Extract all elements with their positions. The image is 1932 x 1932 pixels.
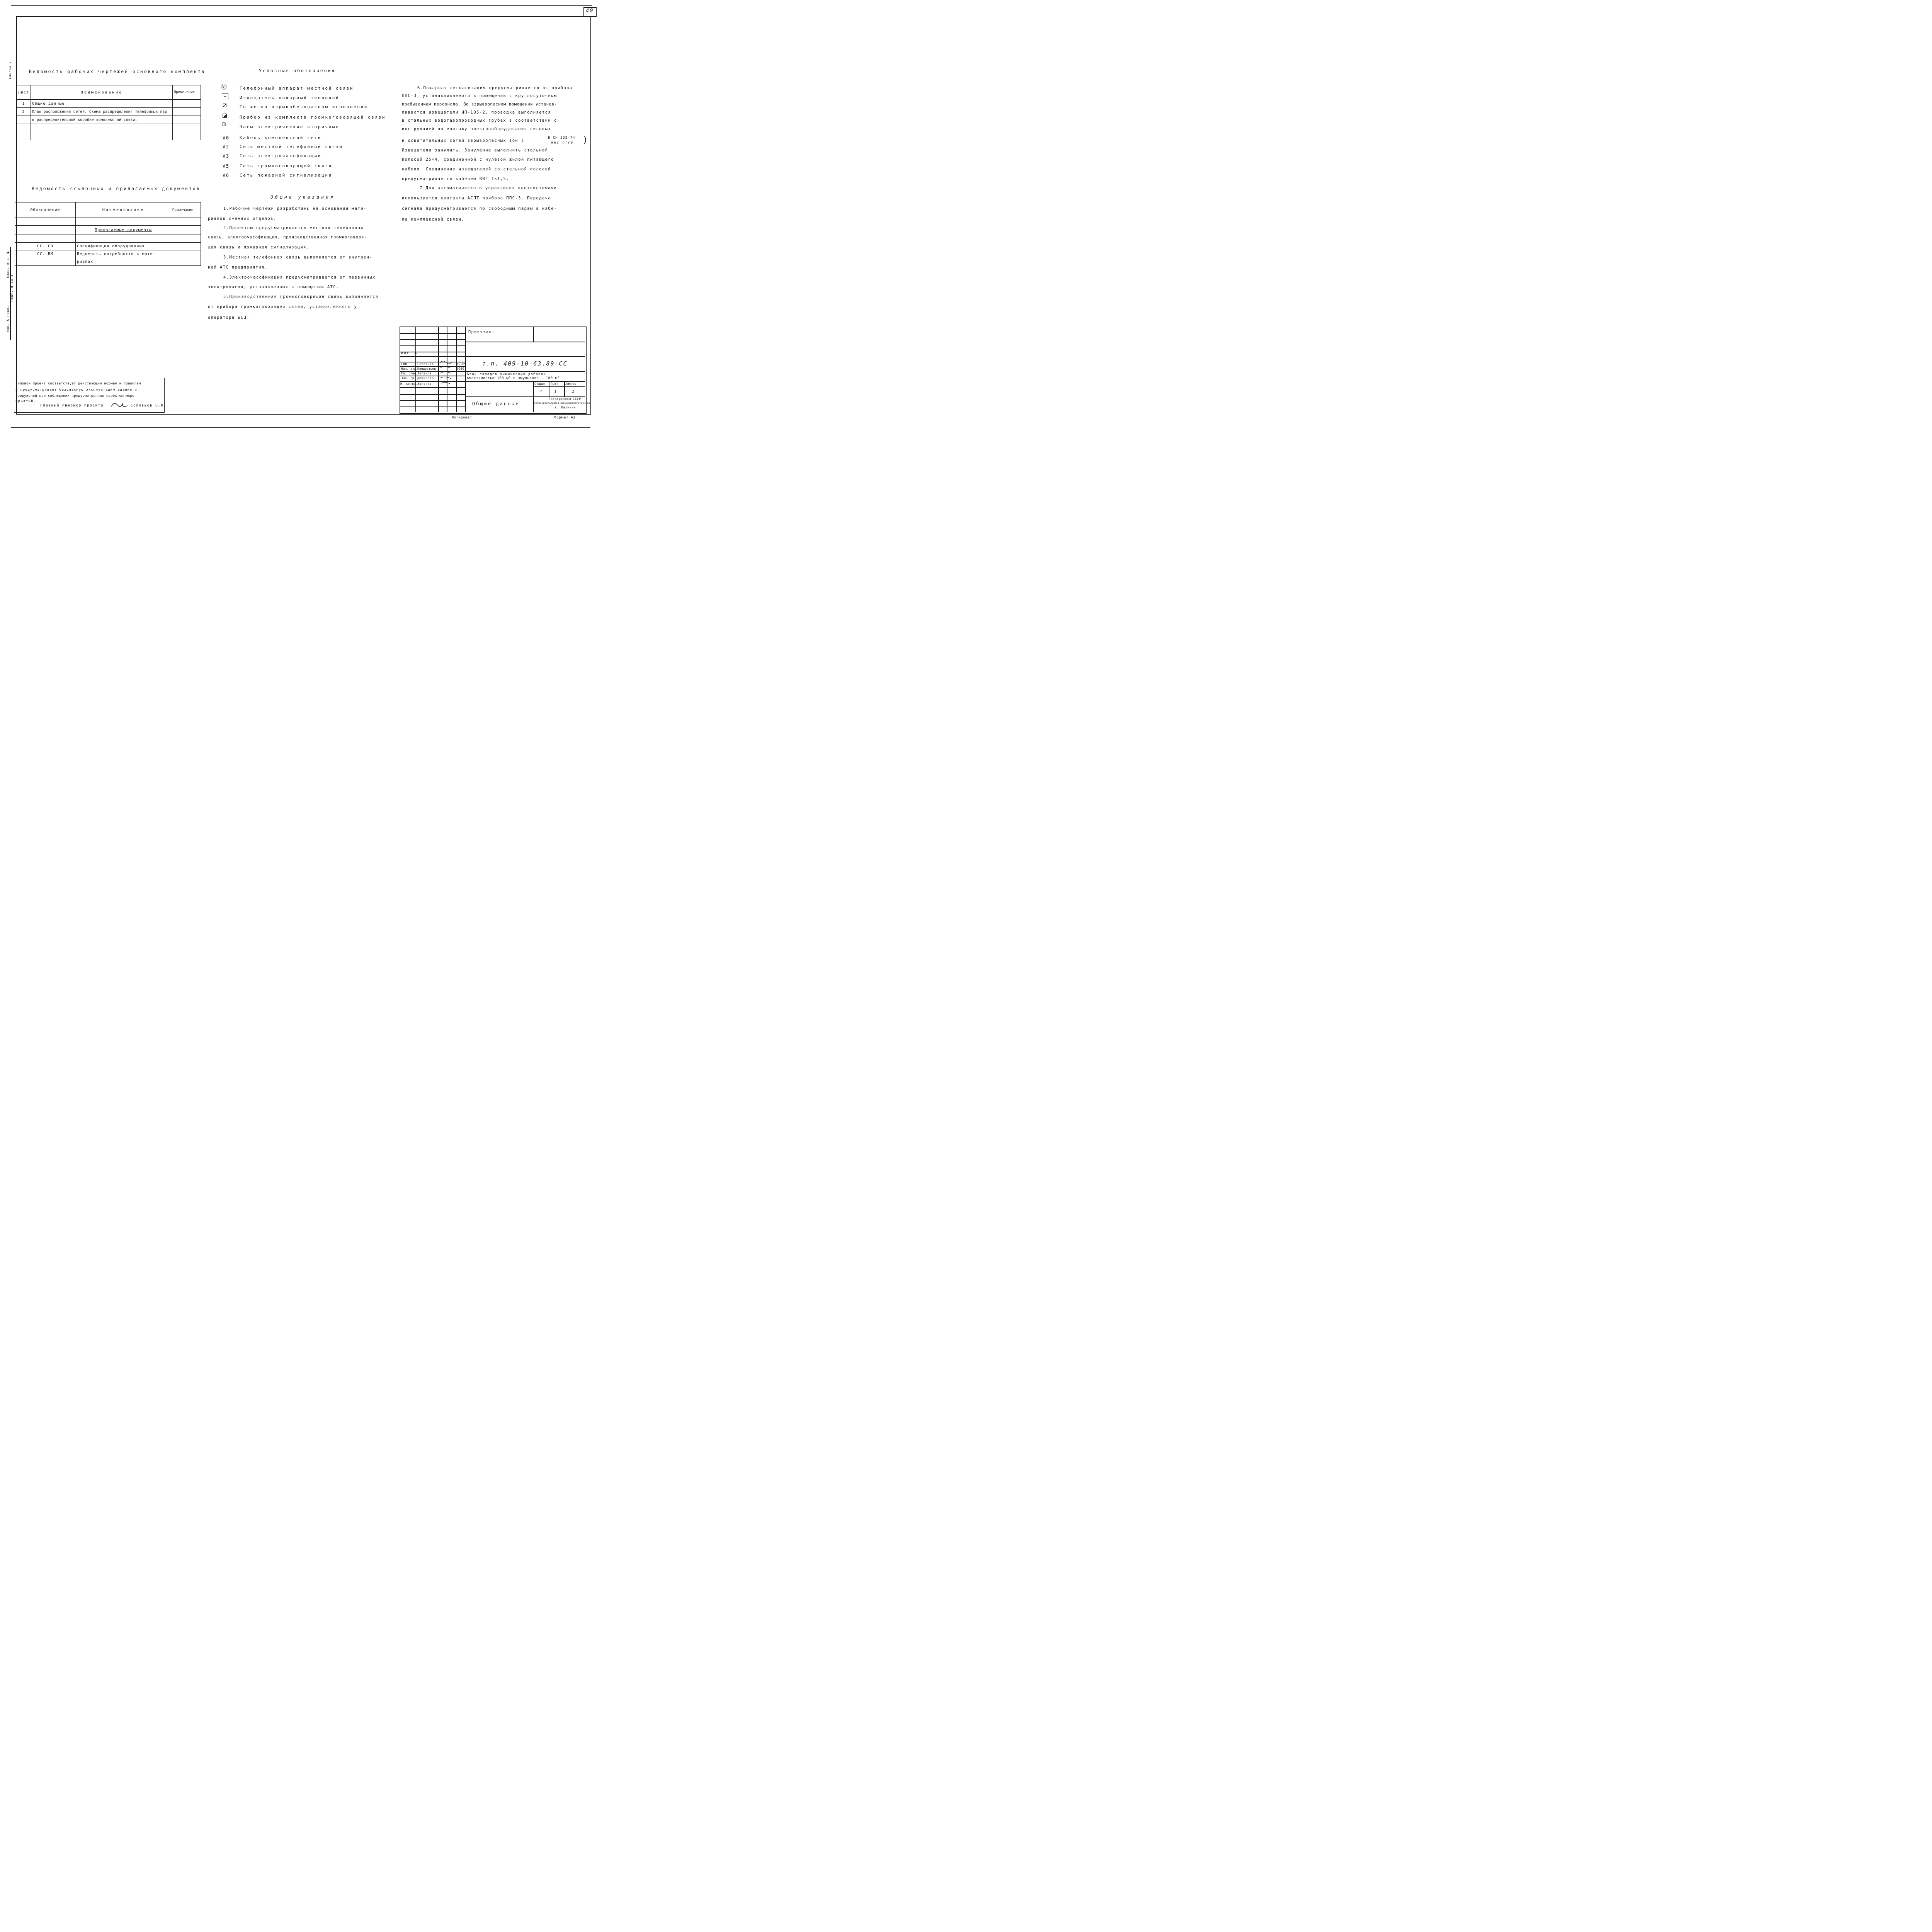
legend-mark: V2	[223, 144, 230, 150]
object-line-2: вместимостью 180 м³ и эмульсола - 100 м³	[467, 376, 560, 380]
role-label: Нач. отд.	[401, 367, 418, 371]
table-cell	[173, 116, 201, 124]
org-line-1: Госагропром СССР	[549, 397, 581, 401]
fraction-top: В СН 332-74	[548, 136, 575, 140]
general-line: 5.Производственная громкоговорящая связь выполняется	[223, 294, 379, 299]
table-cell: СС. ВМ	[15, 250, 76, 258]
compliance-line: Типовой проект соответствует действующим нормам и правилам	[15, 382, 141, 386]
sheet-value: 1	[554, 389, 557, 394]
general-line: электрочасов, установленных в помещении АТС.	[208, 285, 339, 289]
copied-label: Копировал	[452, 416, 472, 420]
stamp-sign: Подп. и дата	[10, 274, 14, 301]
legend-item-text: Сеть пожарной сигнализации	[240, 173, 332, 178]
stage-header: Стадия	[534, 382, 546, 386]
table-cell: 1	[17, 100, 31, 108]
sheets-header: Листов	[565, 382, 577, 386]
bottom-border-line	[11, 427, 590, 428]
note-line: в стальных водогазопроводных трубах в соответствии с	[402, 118, 557, 123]
stamp-replace: Взам. инв. №	[6, 251, 10, 278]
general-line: 2.Проектом предусматривается местная телефонная	[223, 226, 364, 230]
general-line: оператора БСЦ.	[208, 315, 250, 320]
heat-detector-icon: +	[222, 94, 228, 100]
table-cell	[15, 258, 76, 266]
role-name: Соловьев	[417, 362, 434, 366]
legend-item-text: То же во взрывобезопасном исполнении	[240, 104, 368, 109]
table-cell	[17, 116, 31, 124]
table-cell: Спецификация оборудования	[76, 243, 171, 250]
org-line-2: Гипронисельпром-Гипрокрайдзаготкомгаз	[534, 401, 590, 405]
legend-item-text: Сеть громкоговорящей связи	[240, 163, 332, 168]
date-1: 12-89	[457, 362, 466, 366]
legend-mark: V0	[223, 135, 230, 141]
general-title: Общие указания	[270, 194, 335, 200]
note-line: и осветительных сетей взрывоопасных зон (	[402, 138, 524, 143]
signature-icon	[110, 400, 130, 410]
general-line: 1.Рабочие чертежи разработаны на основании мате-	[223, 206, 367, 211]
note-line: ливаются извещатели ИП-105-2, проводка выполняется	[402, 110, 551, 115]
docs-list-title: Ведомость ссылочных и прилагаемых документов	[32, 186, 201, 191]
project-code: т.п. 409-10-63.89-СС	[482, 360, 568, 367]
table-cell: СС. СО	[15, 243, 76, 250]
table-cell: риалах	[76, 258, 171, 266]
format-label: Формат А2	[554, 416, 576, 420]
compliance-line: сооружений при соблюдении предусмотренных проектом меро-	[15, 394, 137, 398]
sheet-title: Общие данные	[472, 401, 520, 406]
legend-mark: V3	[223, 153, 230, 159]
fraction-close-paren: )	[583, 135, 588, 145]
general-line: 3.Местная телефонная связь выполняется от внутрен-	[223, 255, 373, 260]
note-line: ле комплексной связи.	[402, 217, 465, 222]
inv-label: Инв. №	[401, 352, 418, 355]
date-2: 0989	[457, 367, 464, 371]
note-line: пребыванием персонала. Во взрывоопасном помещении устанав-	[402, 102, 557, 107]
table-cell: в распределительной коробке комплексной связи.	[31, 116, 173, 124]
compliance-line: приятий.	[15, 400, 36, 403]
docs-subheader: Прилагаемые документы	[76, 226, 171, 235]
general-line: 4.Электрочасофикация предусматривается от первичных	[223, 275, 376, 280]
table-cell	[173, 100, 201, 108]
legend-item-text: Телефонный аппарат местной связи	[240, 86, 354, 91]
role-label: Н. контр.	[400, 382, 417, 386]
legend-mark: V6	[223, 173, 230, 178]
general-line: от прибора громкоговорящей связи, установленного у	[208, 304, 357, 309]
table-cell: 2	[17, 108, 31, 116]
legend-item-text: Извещатель пожарный тепловой	[240, 95, 340, 100]
sheets-value: 2	[572, 389, 575, 394]
role-name: Зеленов	[417, 382, 432, 386]
col-header-sheet: Лист	[17, 85, 31, 100]
role-name: Зеленов	[417, 372, 432, 375]
compliance-line: и предусматривает безопасную эксплуатацию зданий и	[15, 388, 137, 392]
signature-icon	[439, 359, 456, 387]
note-line: 7.Для автоматического управления вентсистемами	[420, 186, 557, 190]
general-line: щая связь и пожарная сигнализация.	[208, 245, 310, 250]
note-line: Извещатели занулить. Зануление выполнить стальной	[402, 148, 548, 153]
stage-value: Р	[539, 389, 543, 394]
note-line: сигнала предусматривается по свободным парам в кабе-	[402, 206, 557, 211]
docs-list-table	[15, 202, 201, 266]
stamp-inv: Инв. № подл.	[6, 305, 10, 332]
legend-item-text: Сеть местной телефонной связи	[240, 144, 343, 149]
col-header-name: Наименование	[76, 202, 171, 218]
clock-icon: ◷	[222, 120, 226, 128]
sheet-number: 40	[586, 8, 594, 14]
general-line: риалов смежных отделов.	[208, 216, 277, 221]
col-header-code: Обозначение	[15, 202, 76, 218]
top-border-line	[11, 5, 592, 6]
role-label: ГИП	[401, 362, 407, 366]
object-line-1: Блок складов химических добавок	[467, 372, 546, 376]
album-label: Альбом V	[9, 61, 12, 79]
telephone-symbol-icon: Ⓜ	[221, 83, 227, 90]
table-cell	[173, 108, 201, 116]
role-label: Зав. гр.	[401, 376, 416, 380]
table-cell: Ведомость потребности в мате-	[76, 250, 171, 258]
fraction-bottom: ММС СССР	[551, 141, 574, 145]
drawings-list-table	[16, 85, 201, 140]
general-line: связь, электрочасофикация, производственная громкоговоря-	[208, 235, 367, 240]
table-cell: Общие данные	[31, 100, 173, 108]
note-line: инструкцией по монтажу электрооборудования силовых	[402, 127, 551, 131]
legend-title: Условные обозначения	[259, 68, 336, 73]
legend-mark: V5	[223, 163, 230, 169]
note-line: 6.Пожарная сигнализация предусматривается от прибора	[417, 86, 573, 90]
col-header-name: Наименование	[31, 85, 173, 100]
note-line: полосой 25×4, соединенной с нулевой жилой питающего	[402, 157, 554, 162]
general-line: ней АТС предприятия.	[208, 265, 268, 270]
table-cell: План расположения сетей. Схема распределения телефонных пар	[31, 108, 173, 116]
drawings-list-title: Ведомость рабочих чертежей основного комплекта	[29, 69, 206, 74]
role-label: Гл. спец.	[401, 372, 418, 375]
note-line: кабеля. Соединение извещателей со стальной полосой	[402, 167, 551, 172]
note-line: ППС-3, устанавливаемого в помещении с круглосуточным	[402, 94, 557, 98]
loudspeaker-device-icon: ◪	[223, 111, 227, 119]
sheet-header: Лист	[551, 382, 559, 386]
role-name: Кондратьев	[417, 367, 436, 371]
note-line: используются контакты АСПТ прибора ППС-3. Передача	[402, 196, 551, 201]
explosion-proof-detector-icon: ⧄	[222, 101, 227, 109]
role-name: Дюжикова	[417, 376, 434, 380]
col-header-note: Примечание	[171, 202, 201, 218]
legend-item-text: Сеть электрочасофикации	[240, 153, 322, 158]
privyazan-label: Привязан:	[468, 330, 495, 334]
legend-item-text: Часы электрические вторичные	[240, 124, 340, 129]
legend-item-text: Прибор из комплекта громкоговорящей связи	[240, 115, 386, 120]
legend-item-text: Кабель комплексной сети	[240, 135, 322, 140]
signer-title: Главный инженер проекта	[40, 403, 104, 408]
col-header-note: Примечание	[173, 85, 201, 100]
signer-name: Соловьев О.Н.	[131, 403, 167, 408]
note-line: предусматривается кабелем ВВГ 1×1,5.	[402, 177, 509, 181]
org-line-3: г. Калинин	[555, 406, 576, 409]
